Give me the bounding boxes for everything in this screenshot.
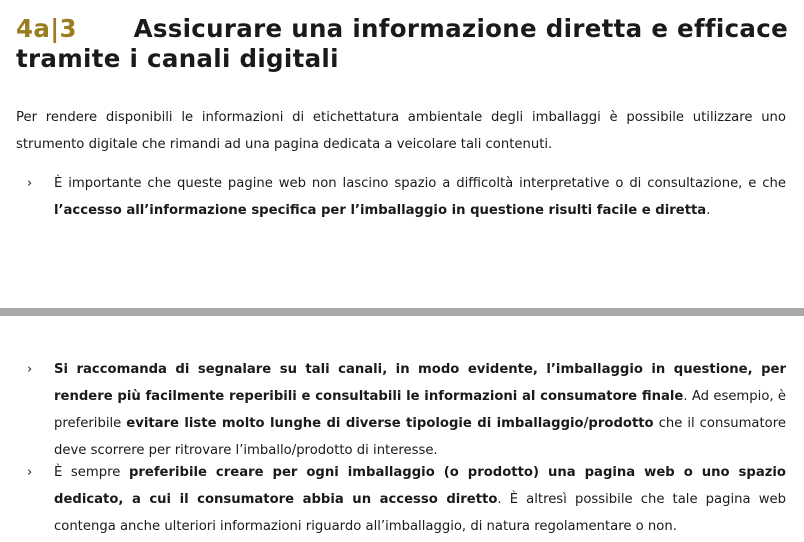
bullet-2-text-a: . Ad esempio, è preferibile: [54, 389, 787, 431]
section-number: [16, 14, 77, 44]
bullet-3-bold-a: preferibile creare per ogni imballaggio (o prodotto) una pagina web o uno spazio dedicato, a cui il consumatore abbia un accesso diretto: [54, 465, 786, 507]
bullet-marker-1: ›: [27, 176, 33, 191]
bullet-2-bold-b: evitare liste molto lunghe di diverse tipologie di imballaggio/prodotto: [126, 416, 654, 431]
heading-title-line-2: tramite i canali digitali: [16, 44, 339, 73]
section-number-suffix: 3: [59, 14, 77, 43]
section-number-prefix: 4a: [16, 14, 51, 43]
bullet-3-text-b: . È altresì possibile che tale pagina web contenga anche ulteriori informazioni riguardo all’imballaggio, di natura regolamentare o non.: [54, 492, 786, 534]
bullet-1-bold-a: l’accesso all’informazione specifica per l’imballaggio in questione risulti facile e diretta: [54, 203, 707, 218]
bullet-1-text-b: .: [706, 203, 711, 218]
bullet-item-1: [54, 170, 786, 224]
bullet-1-text-a: È importante che queste pagine web non lascino spazio a difficoltà interpretative o di consultazione, e che: [54, 176, 786, 191]
section-number-separator: |: [50, 14, 60, 43]
bullet-3-text-a: È sempre: [54, 465, 129, 480]
heading-line-1: [16, 14, 788, 44]
bullet-marker-3: ›: [27, 465, 33, 480]
section-heading: [16, 14, 788, 74]
bullet-2-text-b: che il consumatore deve scorrere per ritrovare l’imballo/prodotto di interesse.: [54, 416, 786, 458]
bullet-marker-2: ›: [27, 362, 33, 377]
page-divider: [0, 308, 804, 316]
bullet-item-3: [54, 459, 786, 540]
bullet-2-bold-a: Si raccomanda di segnalare su tali canali, in modo evidente, l’imballaggio in questione, per rendere più facilmente reperibili e consultabili le informazioni al consumatore finale: [54, 362, 786, 404]
bullet-item-2: [54, 356, 786, 464]
heading-title-line-1: Assicurare una informazione diretta e efficace: [133, 14, 788, 43]
intro-paragraph: Per rendere disponibili le informazioni di etichettatura ambientale degli imballaggi è possibile utilizzare uno strumento digitale che rimandi ad una pagina dedicata a veicolare tali contenuti.: [16, 110, 786, 152]
